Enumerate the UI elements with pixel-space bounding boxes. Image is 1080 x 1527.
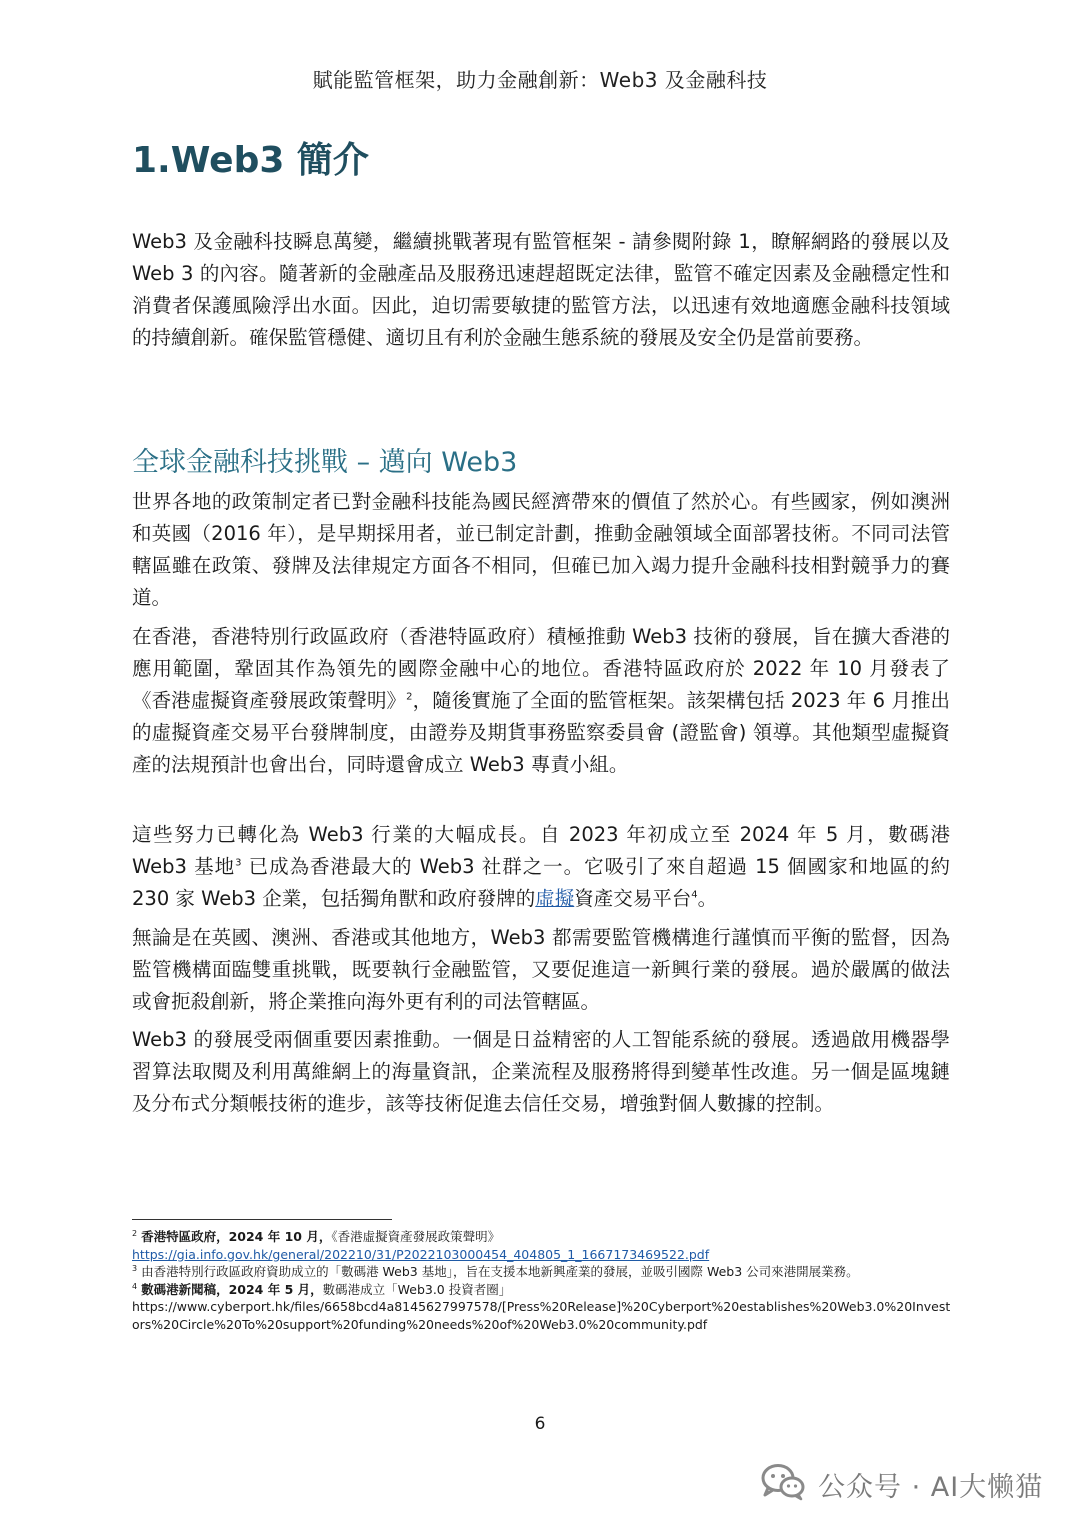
running-head: 賦能監管框架，助力金融創新：Web3 及金融科技: [312, 68, 768, 92]
chapter-title: 1.Web3 簡介: [132, 140, 369, 181]
watermark-text: 公众号 · AI大懒猫: [818, 1471, 1044, 1503]
footnotes: [132, 1228, 952, 1333]
footnote-ref-4[interactable]: 4: [691, 889, 698, 901]
paragraph-text: ，隨後實施了全面的監管框架。該架構包括 2023 年 6 月推出的虛擬資產交易平台發牌制度，由證券及期貨事務監察委員會 (證監會) 領導。其他類型虛擬資產的法規預計也會出台，同時還會成立 Web3 專責小組。: [132, 689, 950, 776]
paragraph-global-policy: 世界各地的政策制定者已對金融科技能為國民經濟帶來的價值了然於心。有些國家，例如澳洲和英國（2016 年），是早期採用者，並已制定計劃，推動金融領域全面部署技術。不同司法管轄區雖在政策、發牌及法律規定方面各不相同，但確已加入竭力提升金融科技相對競爭力的賽道。: [132, 490, 950, 609]
paragraph-text: 在香港，香港特別行政區政府（香港特區政府）積極推動 Web3 技術的發展，旨在擴大香港的應用範圍，鞏固其作為領先的國際金融中心的地位。香港特區政府於 2022 年 10 月發表了《香港虛擬資產發展政策聲明》: [132, 625, 950, 712]
paragraph-text: 這些努力已轉化為 Web3 行業的大幅成長。自 2023 年初成立至 2024 年 5 月，數碼港 Web3 基地: [132, 823, 950, 878]
watermark: [760, 1454, 1043, 1514]
footnote-divider: [132, 1219, 392, 1220]
footnote-4: $^4$ 數碼港新聞稿，2024 年 5 月，數碼港成立「Web3.0 投資者圈」: [132, 1281, 512, 1297]
footnote-ref-3[interactable]: 3: [235, 857, 242, 869]
footnote-2: $^2$ 香港特區政府，2024 年 10 月，《香港虛擬資產發展政策聲明》: [132, 1228, 501, 1244]
footnote-2-link[interactable]: https://gia.info.gov.hk/general/202210/31/P2022103000454_404805_1_1667173469522.pdf: [132, 1246, 710, 1262]
footnote-4-link[interactable]: https://www.cyberport.hk/files/6658bcd4a8145627997578/[Press%20Release]%20Cyberport%20establishes%20Web3.0%20Investors%20Circle%20To%20support%20funding%20needs%20of%20Web3.0%20community.pdf: [132, 1299, 951, 1332]
paragraph-regulation-balance: 無論是在英國、澳洲、香港或其他地方，Web3 都需要監管機構進行謹慎而平衡的監督，因為監管機構面臨雙重挑戰，既要執行金融監管，又要促進這一新興行業的發展。過於嚴厲的做法或會扼殺創新，將企業推向海外更有利的司法管轄區。: [132, 926, 950, 1013]
paragraph-hong-kong: [132, 621, 950, 781]
intro-paragraph: Web3 及金融科技瞬息萬變，繼續挑戰著現有監管框架 - 請參閱附錄 1，瞭解網路的發展以及 Web 3 的內容。隨著新的金融產品及服務迅速趕超既定法律，監管不確定因素及金融穩定性和消費者保護風險浮出水面。因此，迫切需要敏捷的監管方法，以迅速有效地適應金融科技領域的持續創新。確保監管穩健、適切且有利於金融生態系統的發展及安全仍是當前要務。: [132, 230, 950, 349]
wechat-icon: [760, 1462, 806, 1506]
footnote-title: 《香港虛擬資產發展政策聲明》: [331, 1229, 501, 1244]
paragraph-text: 。: [697, 887, 718, 910]
footnote-3: $^3$ 由香港特別行政區政府資助成立的「數碼港 Web3 基地」，旨在支援本地新興產業的發展，並吸引國際 Web3 公司來港開展業務。: [132, 1263, 859, 1279]
section-heading: 全球金融科技挑戰 – 邁向 Web3: [132, 447, 518, 478]
footnote-ref-2[interactable]: 2: [406, 691, 413, 703]
virtual-link[interactable]: 虛擬: [535, 887, 575, 910]
page-number: 6: [534, 1414, 546, 1434]
paragraph-cyberport: [132, 819, 950, 915]
footnote-source: 數碼港新聞稿，2024 年 5 月，: [141, 1281, 323, 1297]
footnote-source: 香港特區政府，2024 年 10 月，: [141, 1229, 332, 1244]
footnote-text: 由香港特別行政區政府資助成立的「數碼港 Web3 基地」，旨在支援本地新興產業的發展，並吸引國際 Web3 公司來港開展業務。: [141, 1264, 859, 1279]
paragraph-text: 資產交易平台: [574, 887, 692, 910]
paragraph-web3-drivers: Web3 的發展受兩個重要因素推動。一個是日益精密的人工智能系統的發展。透過啟用機器學習算法取閱及利用萬維網上的海量資訊，企業流程及服務將得到變革性改進。另一個是區塊鏈及分布式分類帳技術的進步，該等技術促進去信任交易，增強對個人數據的控制。: [132, 1028, 950, 1115]
paragraph-text: 已成為香港最大的 Web3 社群之一。它吸引了來自超過 15 個國家和地區的約 230 家 Web3 企業，包括獨角獸和政府發牌的: [132, 855, 950, 910]
footnote-title: 數碼港成立「Web3.0 投資者圈」: [322, 1281, 512, 1297]
